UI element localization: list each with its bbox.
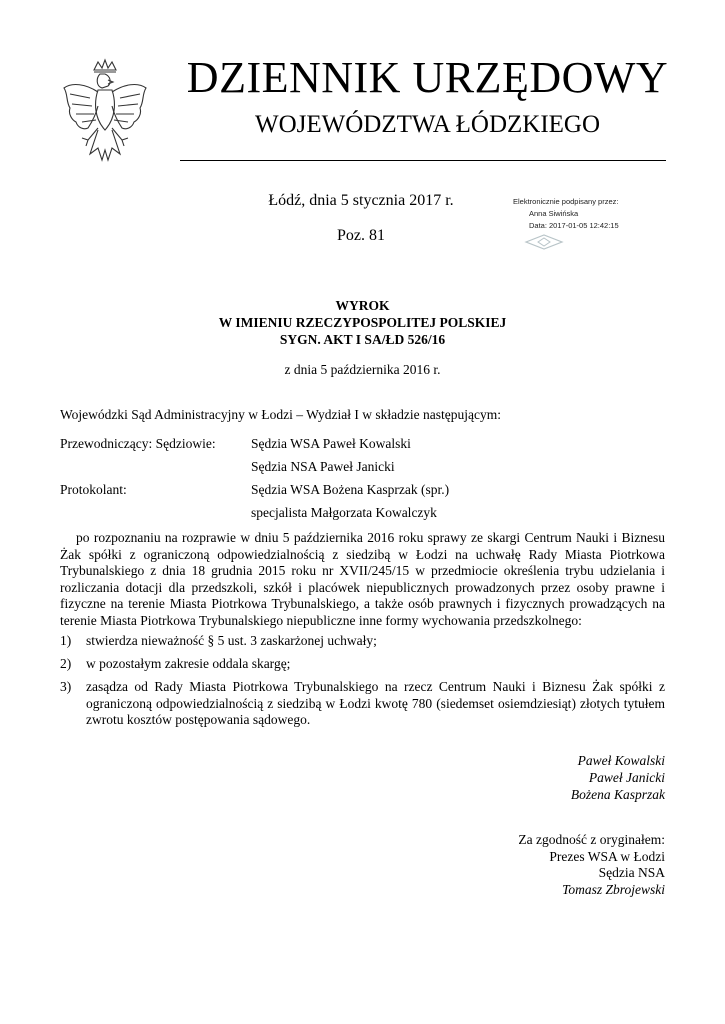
- certification-block: [400, 832, 665, 898]
- judgment-title: WYROK: [335, 298, 390, 313]
- judgment-date: z dnia 5 października 2016 r.: [284, 362, 441, 377]
- signature-name: Bożena Kasprzak: [570, 787, 665, 802]
- eagle-emblem-icon: [60, 58, 150, 166]
- e-signature-label: Elektronicznie podpisany przez:: [513, 197, 619, 206]
- ruling-item-number: 3): [60, 679, 72, 694]
- judge-signatures: [400, 752, 665, 803]
- ruling-item: [60, 656, 665, 673]
- ruling-item: [60, 633, 665, 650]
- certification-signer: Tomasz Zbrojewski: [562, 881, 665, 897]
- masthead-subtitle: WOJEWÓDZTWA ŁÓDZKIEGO: [254, 111, 601, 138]
- composition-label: Przewodniczący: Sędziowie:: [60, 436, 216, 451]
- masthead-divider: [180, 160, 666, 161]
- composition-label: Protokolant:: [60, 482, 127, 497]
- court-composition-intro: Wojewódzki Sąd Administracyjny w Łodzi – Wydział I w składzie następującym:: [60, 407, 501, 422]
- certification-rank: Sędzia NSA: [598, 865, 665, 880]
- certification-office: Prezes WSA w Łodzi: [549, 848, 665, 864]
- ruling-item-text: zasądza od Rady Miasta Piotrkowa Trybunalskiego na rzecz Centrum Nauki i Biznesu Żak spółki z ograniczoną odpowiedzialnością z siedzibą w Łodzi kwotę 780 (siedemset osiemdziesiąt) złotych tytułem zwrotu kosztów postępowania sądowego.: [86, 679, 665, 727]
- composition-name: Sędzia WSA Paweł Kowalski: [251, 436, 411, 451]
- ruling-item: [60, 679, 665, 729]
- signature-name: Paweł Janicki: [588, 770, 665, 785]
- judgment-body: po rozpoznaniu na rozprawie w dniu 5 października 2016 roku sprawy ze skargi Centrum Nauki i Biznesu Żak spółki z ograniczoną odpowiedzialnością z siedzibą w Łodzi na uchwałę Rady Miasta Piotrkowa Trybunalskiego z dnia 18 grudnia 2015 roku nr XVII/245/15 w przedmiocie określenia trybu udzielania i rozliczania dotacji dla przedszkoli, szkół i placówek niepublicznych prowadzonych przez osoby prawne i fizyczne na terenie Miasta Piotrkowa Trybunalskiego, a także osób prawnych i fizycznych prowadzących na terenie Miasta Piotrkowa Trybunalskiego niepubliczne inne formy wychowania przedszkolnego:: [60, 530, 665, 628]
- judgment-heading: [60, 297, 665, 348]
- certification-label: Za zgodność z oryginałem:: [518, 832, 665, 847]
- dateline: Łódź, dnia 5 stycznia 2017 r.: [268, 192, 454, 209]
- ruling-item-number: 1): [60, 633, 72, 648]
- signature-name: Paweł Kowalski: [577, 753, 665, 768]
- e-signature-date: Data: 2017-01-05 12:42:15: [529, 221, 619, 230]
- e-signature-signer: Anna Siwińska: [529, 209, 579, 218]
- case-number: SYGN. AKT I SA/ŁD 526/16: [279, 332, 446, 347]
- composition-name: specjalista Małgorzata Kowalczyk: [251, 505, 437, 520]
- judgment-subtitle: W IMIENIU RZECZYPOSPOLITEJ POLSKIEJ: [218, 315, 507, 330]
- composition-name: Sędzia NSA Paweł Janicki: [251, 459, 395, 474]
- ruling-item-number: 2): [60, 656, 72, 671]
- ruling-item-text: stwierdza nieważność § 5 ust. 3 zaskarżonej uchwały;: [86, 633, 377, 648]
- masthead-title: DZIENNIK URZĘDOWY: [186, 53, 669, 102]
- composition-name: Sędzia WSA Bożena Kasprzak (spr.): [251, 482, 450, 497]
- e-signature-block: [513, 196, 663, 232]
- position-number: Poz. 81: [337, 227, 385, 244]
- ruling-item-text: w pozostałym zakresie oddala skargę;: [86, 656, 291, 671]
- e-signature-stamp-icon: [524, 234, 564, 250]
